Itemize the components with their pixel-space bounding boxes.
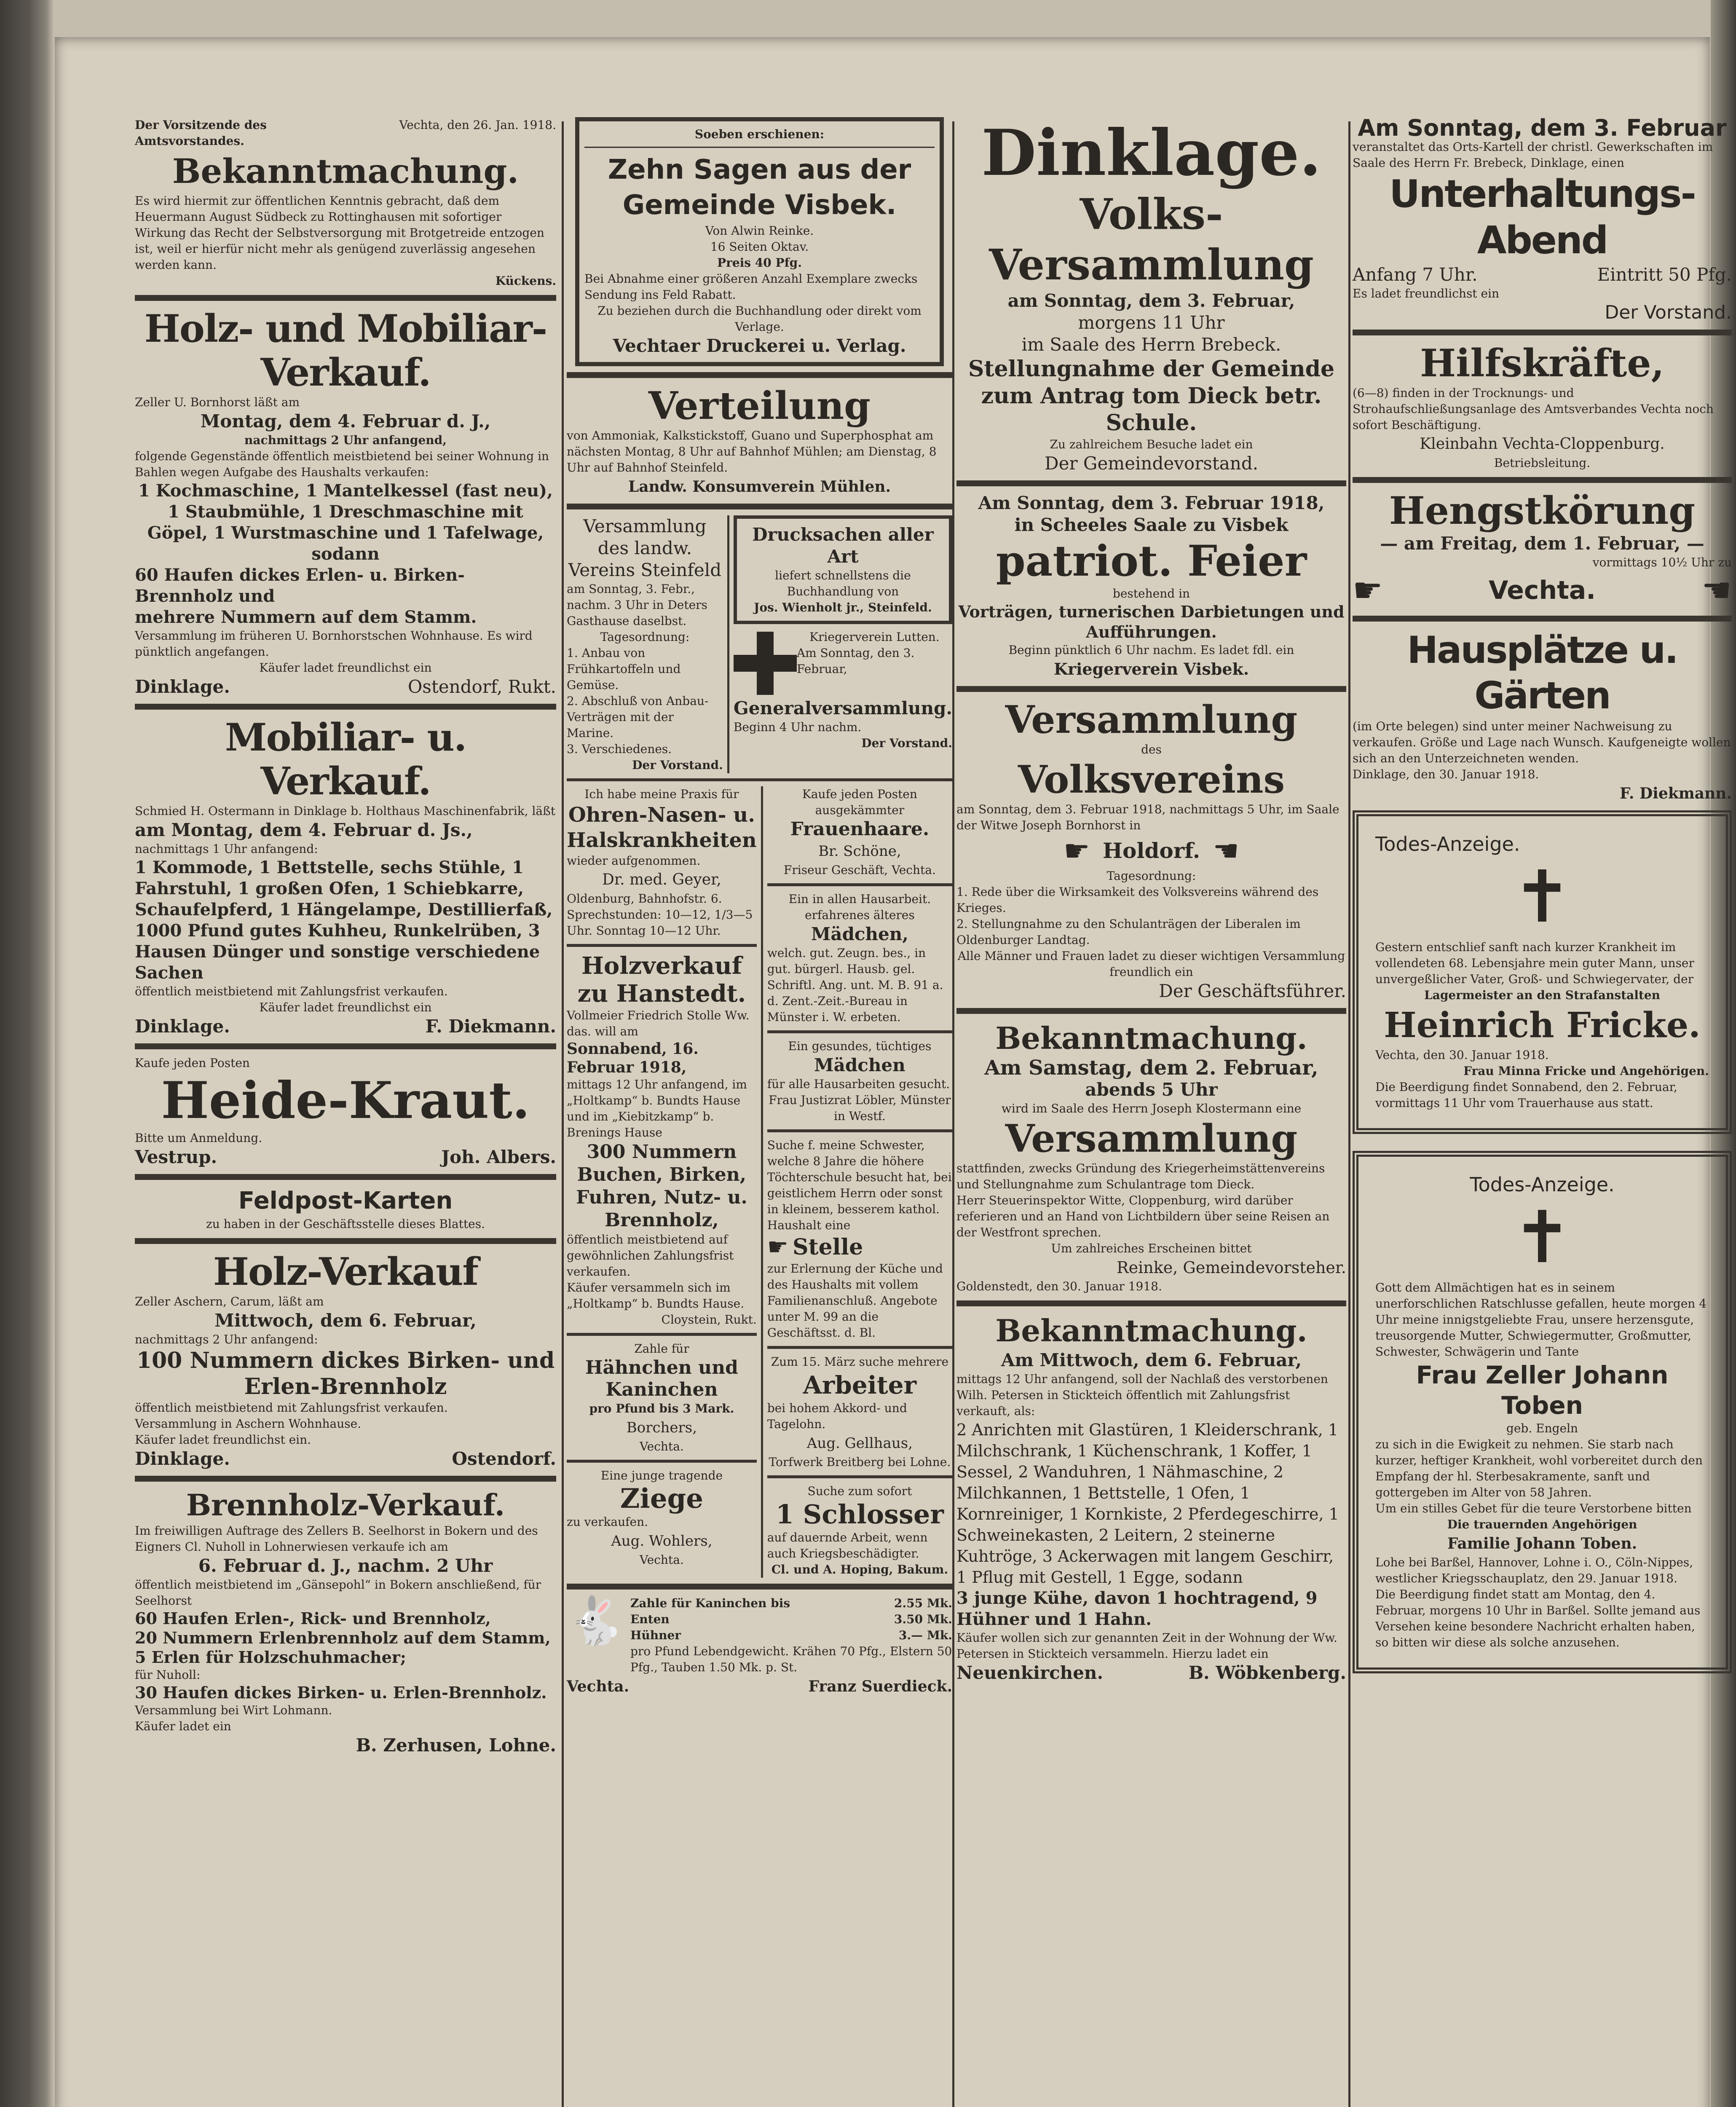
ad-text: am Sonntag, 3. Febr., nachm. 3 Uhr in Deters Gasthause daselbst.	[567, 582, 707, 628]
ad-address: Vechta.	[640, 1553, 684, 1567]
ad-time: nachmittags 1 Uhr anfangend:	[135, 842, 318, 856]
ad-signature: F. Diekmann.	[425, 1016, 556, 1037]
ad-title: Hengstkörung	[1389, 488, 1696, 533]
ad-text: Lagermeister an den Strafanstalten	[1424, 988, 1660, 1002]
ad-text: Zeller U. Bornhorst läßt am	[135, 395, 300, 409]
ad-place: Vechta.	[567, 1678, 630, 1695]
pointing-hand-icon: ☚	[1213, 834, 1239, 868]
ad-bekanntmachung	[135, 117, 556, 289]
ad-text: auf dauernde Arbeit, wenn auch Kriegsbeschädigter.	[767, 1531, 928, 1560]
ad-title: Todes-Anzeige.	[1470, 1173, 1615, 1196]
ad-items: 300 Nummern Buchen, Birken, Fuhren, Nutz- u. Brennholz,	[576, 1141, 747, 1231]
ad-text: 1. Rede über die Wirksamkeit des Volksvereins während des Krieges.	[956, 885, 1319, 915]
ad-haehnchen	[567, 1341, 757, 1455]
ad-text: öffentlich meistbietend mit Zahlungsfrist verkaufen.	[135, 1401, 448, 1415]
ad-text: Beginn pünktlich 6 Uhr nachm. Es ladet fdl. ein	[1008, 643, 1294, 657]
ad-text: von Ammoniak, Kalkstickstoff, Guano und Superphosphat am nächsten Montag, 8 Uhr auf Bahnhof Mühlen; am Dienstag, 8 Uhr auf Bahnhof Steinfeld.	[567, 429, 937, 474]
ad-dinklage-volksversammlung	[956, 117, 1346, 474]
ad-text: Im freiwilligen Auftrage des Zellers B. Seelhorst in Bokern und des Eigners Cl. Nuholl in Lohnerwiesen verkaufe ich am	[135, 1524, 538, 1554]
ad-text: veranstaltet das Orts-Kartell der christl. Gewerkschaften im Saale des Herrn Fr. Brebeck, Dinklage, einen	[1353, 140, 1713, 170]
ad-text: öffentlich meistbietend im „Gänsepohl“ in Bokern anschließend, für Seelhorst	[135, 1578, 541, 1608]
ad-title: Mobiliar- u. Verkauf.	[225, 715, 466, 804]
notice-date: Vechta, den 26. Jan. 1918.	[399, 118, 556, 132]
notice-authority: Der Vorsitzende des Amtsvorstandes.	[135, 118, 267, 148]
ad-stelle	[767, 1137, 952, 1341]
ad-date: Am Mittwoch, dem 6. Februar,	[1001, 1350, 1302, 1370]
ad-title: patriot. Feier	[996, 536, 1307, 586]
ad-title: 1 Schlosser	[775, 1499, 944, 1530]
ad-title: Stelle	[793, 1234, 863, 1260]
ad-items: 2 Anrichten mit Glastüren, 1 Kleiderschrank, 1 Milchschrank, 1 Küchenschrank, 1 Koffer, 1 Sessel, 2 Wanduhren, 1 Nähmaschine, 2 Milchkannen, 1 Bettstelle, 1 Ofen, 1 Kornreiniger, 1 Kornkiste, 2 Pferdegeschirre, 1 Schweinekasten, 2 Leitern, 2 steinerne Kuhtröge, 3 Ackerwagen mit langem Geschirr, 1 Pflug mit Gestell, 1 Egge, sodann	[956, 1421, 1339, 1587]
ad-title: Dinklage.	[981, 116, 1321, 190]
ads-row-1	[567, 515, 952, 773]
ad-date: Am Sonntag, dem 3. Februar	[1358, 115, 1727, 141]
ad-headline: Generalversammlung.	[733, 698, 952, 718]
ad-text: Versammlung bei Wirt Lohmann.	[135, 1703, 332, 1717]
ad-title: Holz- und Mobiliar-Verkauf.	[144, 306, 547, 395]
ad-title: Kriegerverein Lutten.	[809, 630, 940, 644]
ad-title: Arbeiter	[803, 1371, 917, 1399]
ad-text: Zahle für Kaninchen bis	[630, 1596, 790, 1610]
ad-text: Käufer ladet freundlichst ein	[259, 661, 432, 675]
ad-address: Vechta.	[640, 1440, 684, 1453]
ad-signature: Reinke, Gemeindevorsteher.	[1116, 1258, 1346, 1277]
ad-text: Gott dem Allmächtigen hat es in seinem unerforschlichen Ratschlusse gefallen, heute morgen 4 Uhr meine innigstgeliebte Frau, unsere herzensgute, treusorgende Mutter, Schwiegermutter, Großmutter, Schwester, Schwägerin und Tante	[1375, 1281, 1707, 1359]
column-rule	[562, 121, 564, 2107]
ad-text: 1. Anbau von Frühkartoffeln und Gemüse.	[567, 646, 681, 692]
ad-signature: Kleinbahn Vechta-Cloppenburg.	[1420, 435, 1665, 453]
ad-author: Von Alwin Reinke.	[705, 224, 814, 238]
ad-signature: Ostendorf.	[452, 1448, 556, 1469]
column-3	[956, 117, 1346, 1684]
ad-place: Vechta.	[1488, 575, 1596, 605]
ad-items: 20 Nummern Erlenbrennholz auf dem Stamm,	[135, 1628, 551, 1647]
notice-title: Bekanntmachung.	[172, 151, 519, 191]
ad-text: für Nuholl:	[135, 1668, 201, 1682]
ad-date: Mittwoch, dem 6. Februar,	[214, 1310, 477, 1331]
ad-zehn-sagen	[575, 117, 944, 366]
ad-title: Drucksachen aller Art	[752, 524, 934, 567]
ad-title: Frauenhaare.	[790, 818, 930, 840]
ad-text: Käufer ladet freundlichst ein	[259, 1000, 432, 1014]
ad-signature: Vechtaer Druckerei u. Verlag.	[613, 335, 906, 356]
ad-title: Feldpost-Karten	[238, 1187, 453, 1214]
iron-cross-icon	[734, 632, 797, 695]
ad-text: Tagesordnung:	[600, 630, 690, 644]
ad-text: bestehend in	[1112, 587, 1190, 600]
ad-headline: Versammlung	[1005, 1116, 1298, 1161]
ad-text: zur Erlernung der Küche und des Haushalts mit vollem Familienanschluß. Angebote unter M. 99 an die Geschäftsst. d. Bl.	[767, 1262, 943, 1340]
ad-title: Hähnchen und Kaninchen	[585, 1357, 738, 1400]
ad-date: Goldenstedt, den 30. Januar 1918.	[956, 1279, 1162, 1293]
ad-text: zu verkaufen.	[567, 1515, 648, 1529]
ad-bekanntmachung-goldenstedt	[956, 1020, 1346, 1295]
ad-text: mittags 12 Uhr anfangend, im „Holtkamp“ b. Bundts Hause und im „Kiebitzkamp“ b. Brenings Hause	[567, 1078, 747, 1139]
ad-hausplaetze	[1353, 627, 1732, 804]
ad-text: Am Sonntag, den 3. Februar,	[796, 646, 915, 676]
pointing-hand-icon: ☛	[1353, 571, 1383, 610]
ad-signature: Familie Johann Toben.	[1447, 1535, 1637, 1552]
ad-column-left	[567, 786, 763, 1578]
ad-signature: Franz Suerdieck.	[808, 1678, 952, 1695]
ad-signature: Kriegerverein Visbek.	[1053, 659, 1249, 678]
pointing-hand-icon: ☛	[767, 1233, 788, 1261]
ad-hilfskraefte	[1353, 341, 1732, 471]
ad-feldpost	[135, 1186, 556, 1232]
ad-title: Holzverkauf zu Hanstedt.	[577, 952, 746, 1008]
ad-text: Um zahlreiches Erscheinen bittet	[1051, 1241, 1252, 1255]
ad-heidekraut	[135, 1055, 556, 1168]
ad-text: Bei Abnahme einer größeren Anzahl Exemplare zwecks Sendung ins Feld Rabatt.	[584, 272, 918, 302]
ad-name: Borchers,	[626, 1419, 697, 1436]
ad-text: Alle Männer und Frauen ladet zu dieser wichtigen Versammlung freundlich ein	[957, 949, 1345, 979]
ad-name: Aug. Wohlers,	[611, 1533, 713, 1549]
ad-ziege	[567, 1468, 757, 1568]
ad-date: am Montag, dem 4. Februar d. Js.,	[135, 820, 473, 840]
ad-price: Eintritt 50 Pfg.	[1597, 264, 1732, 285]
ad-signature: Frau Justizrat Löbler, Münster in Westf.	[769, 1093, 951, 1123]
ad-topic: Stellungnahme der Gemeinde zum Antrag tom Dieck betr. Schule.	[968, 356, 1335, 436]
death-notice-toben	[1353, 1151, 1732, 1673]
ad-text: Käufer ladet ein	[135, 1719, 231, 1733]
ad-address: Oldenburg, Bahnhofstr. 6.	[567, 892, 722, 906]
ad-date: Montag, dem 4. Februar d. J.,	[200, 411, 491, 432]
ad-bekanntmachung-neuenkirchen	[956, 1312, 1346, 1684]
ad-title: Ohren-Nasen- u. Halskrankheiten	[567, 803, 757, 852]
ad-signature: F. Diekmann.	[1619, 785, 1732, 802]
ad-text: Bitte um Anmeldung.	[135, 1131, 263, 1145]
ad-title: Ziege	[620, 1483, 703, 1515]
ad-place: Holdorf.	[1102, 838, 1200, 863]
ad-text: Eine junge tragende	[600, 1469, 723, 1482]
ad-text: stattfinden, zwecks Gründung des Kriegerheimstättenvereins und Stellungnahme zum Schulantrage tom Dieck.	[956, 1161, 1325, 1191]
ad-title: Verteilung	[648, 383, 871, 428]
ad-verteilung	[567, 384, 952, 498]
ad-items: 60 Haufen dickes Erlen- u. Birken-Brennholz und	[135, 565, 465, 606]
deceased-name: Frau Zeller Johann Toben	[1416, 1361, 1669, 1420]
ad-items: 60 Haufen Erlen-, Rick- und Brennholz,	[135, 1609, 491, 1628]
ad-text: 16 Seiten Oktav.	[710, 240, 809, 254]
ad-signature: Ostendorf, Rukt.	[407, 676, 556, 697]
ad-text: Zu beziehen durch die Buchhandlung oder direkt vom Verlage.	[597, 304, 922, 334]
ad-name: Aug. Gellhaus,	[806, 1435, 913, 1452]
ad-text: Schmied H. Ostermann in Dinklage b. Holthaus Maschinenfabrik, läßt	[135, 804, 556, 818]
ad-text: öffentlich meistbietend mit Zahlungsfrist verkaufen.	[135, 984, 448, 998]
ad-text: zu sich in die Ewigkeit zu nehmen. Sie starb nach kurzer, heftiger Krankheit, wohl vorbereitet durch den Empfang der hl. Sterbesakramente, sanft und gottergeben im Alter von 58 Jahren.	[1375, 1437, 1703, 1499]
ad-place: Vestrup.	[135, 1147, 217, 1167]
ad-text: Zahle für	[634, 1342, 689, 1356]
ad-address: Friseur Geschäft, Vechta.	[783, 863, 936, 877]
ad-kriegerverein	[734, 629, 952, 697]
ad-text: Vollmeier Friedrich Stolle Ww. das. will am	[567, 1008, 750, 1038]
ad-text: Kaufe jeden Posten	[135, 1056, 250, 1070]
ad-kaninchen	[567, 1595, 952, 1675]
ad-time: abends 5 Uhr	[1085, 1079, 1218, 1100]
ad-text: 3. Verschiedenes.	[567, 742, 672, 756]
ad-text: pro Pfund bis 3 Mark.	[589, 1402, 734, 1415]
column-1	[135, 117, 556, 1756]
ad-price: 3.— Mk.	[898, 1628, 952, 1642]
ad-signature: Jos. Wienholt jr., Steinfeld.	[754, 600, 932, 614]
ad-mobiliar-verkauf	[135, 716, 556, 1037]
ad-text: folgende Gegenstände öffentlich meistbietend bei seiner Wohnung in Bahlen wegen Aufgabe des Haushalts verkaufen:	[135, 449, 549, 479]
ad-text: Käufer versammeln sich im „Holtkamp“ b. Bundts Hause.	[567, 1281, 745, 1311]
column-4	[1353, 117, 1732, 1673]
ad-signature: Der Vorstand.	[861, 736, 952, 750]
ad-text: Tagesordnung:	[1106, 869, 1196, 883]
column-rule	[952, 121, 954, 2107]
ad-text: Die Beerdigung findet Sonnabend, den 2. Februar, vormittags 11 Uhr vom Trauerhause aus statt.	[1375, 1080, 1677, 1110]
ad-column-right	[729, 515, 952, 773]
ad-text: (6—8) finden in der Trocknungs- und Strohaufschließungsanlage des Amtsverbandes Vechta noch sofort Beschäftigung.	[1353, 386, 1714, 432]
ad-place: in Scheeles Saale zu Visbek	[1014, 515, 1289, 535]
ad-place: Neuenkirchen.	[956, 1662, 1104, 1683]
ad-title: Mädchen	[814, 1055, 906, 1075]
ad-drucksachen	[734, 515, 952, 624]
ad-date: — am Freitag, dem 1. Februar, —	[1380, 533, 1704, 554]
ad-text: Zeller Aschern, Carum, läßt am	[135, 1295, 324, 1308]
ad-text: Die Beerdigung findet statt am Montag, den 4. Februar, morgens 10 Uhr in Barßel. Sollte jemand aus Versehen keine besondere Nachricht erhalten haben, so bitten wir diese als solche anzusehen.	[1375, 1587, 1701, 1649]
ad-text: 2. Abschluß von Anbau-Verträgen mit der Marine.	[567, 694, 709, 740]
ad-title: Versammlung des landw. Vereins Steinfeld	[568, 516, 722, 580]
ad-place: Dinklage.	[135, 1016, 230, 1037]
ad-title: Heide-Kraut.	[161, 1071, 530, 1130]
ad-text: Betriebsleitung.	[1494, 456, 1591, 470]
ad-text: Zum 15. März suche mehrere	[771, 1355, 949, 1369]
ad-items: 3 junge Kühe, davon 1 hochtragend, 9 Hühner und 1 Hahn.	[956, 1588, 1318, 1629]
ad-date: Sonnabend, 16. Februar 1918,	[567, 1040, 699, 1076]
ad-headline: Volksvereins	[1018, 757, 1285, 802]
ad-holz-verkauf	[135, 1250, 556, 1470]
ad-name: Br. Schöne,	[818, 843, 901, 860]
ad-signature: Landw. Konsumverein Mühlen.	[628, 478, 891, 496]
ad-place: Dinklage.	[135, 676, 230, 697]
ad-text: Herr Steuerinspektor Witte, Cloppenburg, wird darüber referieren und an Hand von Lichtbildern über seine Reisen an der Westfront sprechen.	[956, 1193, 1330, 1239]
ad-text: Soeben erschienen:	[694, 127, 825, 141]
deceased-name: Heinrich Fricke.	[1384, 1005, 1701, 1045]
ad-text: Es ladet freundlichst ein	[1353, 287, 1500, 300]
ad-time: nachmittags 2 Uhr anfangend,	[244, 433, 447, 447]
ad-text: Ein in allen Hausarbeit. erfahrenes älteres	[788, 892, 931, 922]
ad-date: am Sonntag, dem 3. Februar,	[1007, 290, 1295, 311]
ad-date: Am Samstag, dem 2. Februar,	[984, 1056, 1318, 1080]
ad-text: Um ein stilles Gebet für die teure Verstorbene bitten	[1375, 1501, 1692, 1515]
ad-signature: Der Geschäftsführer.	[1159, 981, 1346, 1001]
ad-text: Vorträgen, turnerischen Darbietungen und Aufführungen.	[958, 602, 1345, 641]
ad-text: geb. Engeln	[1506, 1421, 1578, 1435]
ad-title: Holz-Verkauf	[213, 1249, 478, 1294]
ad-date: Am Sonntag, dem 3. Februar 1918,	[978, 493, 1325, 513]
ad-text: Enten	[630, 1612, 670, 1626]
ad-maedchen-2	[767, 1038, 952, 1124]
ad-address: Torfwerk Breitberg bei Lohne.	[769, 1455, 951, 1469]
ad-time: nachmittags 2 Uhr anfangend:	[135, 1332, 318, 1346]
ad-time: morgens 11 Uhr	[1078, 312, 1225, 333]
ad-title: Brennholz-Verkauf.	[186, 1488, 505, 1523]
ad-time: vormittags 10½ Uhr zu	[1592, 555, 1732, 569]
ad-signature: Cl. und A. Hoping, Bakum.	[771, 1563, 948, 1576]
ad-items: 100 Nummern dickes Birken- und Erlen-Brennholz	[136, 1348, 555, 1399]
ad-items: 30 Haufen dickes Birken- u. Erlen-Brennholz.	[135, 1683, 547, 1702]
palm-cross-icon: ✝	[1512, 1196, 1573, 1279]
ad-text: wieder aufgenommen.	[567, 854, 701, 868]
ad-place: wird im Saale des Herrn Joseph Klostermann eine	[1001, 1102, 1302, 1115]
ad-text: Käufer ladet freundlichst ein.	[135, 1433, 311, 1447]
ad-text: Ich habe meine Praxis für	[584, 787, 739, 801]
ad-text: Hühner	[630, 1628, 681, 1642]
ad-place: Dinklage.	[135, 1448, 230, 1469]
ad-text: zu haben in der Geschäftsstelle dieses Blattes.	[206, 1217, 485, 1231]
ad-arzt	[567, 786, 757, 939]
ad-patriotische-feier	[956, 492, 1346, 680]
ad-title: Versammlung	[1005, 697, 1298, 742]
notice-signature: Kückens.	[495, 274, 556, 288]
ad-text: pro Pfund Lebendgewicht. Krähen 70 Pfg., Elstern 50 Pfg., Tauben 1.50 Mk. p. St.	[630, 1644, 952, 1674]
notice-body: Es wird hiermit zur öffentlichen Kenntnis gebracht, daß dem Heuermann August Südbeck zu Rottinghausen mit sofortiger Wirkung das Recht der Selbstversorgung mit Brotgetreide entzogen ist, weil er hierfür nicht mehr als genügend zuverlässig angesehen werden kann.	[135, 194, 544, 272]
ad-unterhaltungsabend	[1353, 117, 1732, 324]
ad-text: Versammlung im früheren U. Bornhorstschen Wohnhause. Es wird pünktlich angefangen.	[135, 629, 533, 659]
ad-signature: Der Gemeindevorstand.	[1044, 453, 1259, 474]
ad-text: Beginn 4 Uhr nachm.	[733, 720, 862, 734]
ad-text: 2. Stellungnahme zu den Schulanträgen der Liberalen im Oldenburger Landtag.	[956, 917, 1301, 947]
ad-signature: Der Vorstand.	[1605, 302, 1732, 323]
ad-text: am Sonntag, dem 3. Februar 1918, nachmittags 5 Uhr, im Saale der Witwe Joseph Bornhorst in	[956, 802, 1340, 832]
ad-place: im Saale des Herrn Brebeck.	[1021, 334, 1281, 355]
ad-maedchen-1	[767, 891, 952, 1025]
ad-arbeiter	[767, 1354, 952, 1470]
ad-signature: B. Zerhusen, Lohne.	[356, 1735, 556, 1756]
ad-items: 1 Kochmaschine, 1 Mantelkessel (fast neu), 1 Staubmühle, 1 Dreschmaschine mit Göpel, 1 Wurstmaschine und 1 Tafelwage, sodann	[138, 481, 553, 564]
ad-schlosser	[767, 1483, 952, 1578]
column-rule	[1348, 121, 1350, 2107]
ad-text: Kaufe jeden Posten ausgekämmter	[802, 787, 917, 817]
palm-cross-icon: ✝	[1512, 855, 1573, 939]
column-2	[567, 117, 952, 1697]
ad-items: mehrere Nummern auf dem Stamm.	[135, 607, 477, 627]
ad-title: Hausplätze u. Gärten	[1407, 628, 1677, 717]
ad-holz-mobiliar	[135, 307, 556, 698]
ad-title: Bekanntmachung.	[995, 1313, 1307, 1348]
ad-text: Käufer wollen sich zur genannten Zeit in der Wohnung der Ww. Petersen in Stickteich versammeln. Hierzu ladet ein	[956, 1631, 1337, 1661]
ad-text: Suche f. meine Schwester, welche 8 Jahre die höhere Töchterschule besucht hat, bei geistlichem Herrn oder sonst in kleinem, besserem kathol. Haushalt eine	[767, 1138, 952, 1232]
ad-date: 6. Februar d. J., nachm. 2 Uhr	[198, 1555, 493, 1576]
ad-text: Zu zahlreichem Besuche ladet ein	[1050, 437, 1253, 451]
death-notice-fricke	[1353, 810, 1732, 1134]
pointing-hand-icon: ☚	[1701, 571, 1732, 610]
ad-holzverkauf-hanstedt	[567, 952, 757, 1328]
ad-text: mittags 12 Uhr anfangend, soll der Nachlaß des verstorbenen Wilh. Petersen in Stickteich öffentlich mit Zahlungsfrist verkauft, als:	[956, 1372, 1328, 1418]
ad-volksverein	[956, 698, 1346, 1002]
ad-signature: Der Vorstand.	[632, 758, 723, 772]
ad-signature: Joh. Albers.	[441, 1147, 556, 1167]
ad-signature: Cloystein, Rukt.	[661, 1313, 757, 1327]
ad-headline: Volks-Versammlung	[989, 189, 1314, 290]
ad-title: Todes-Anzeige.	[1375, 833, 1520, 855]
ad-date: Dinklage, den 30. Januar 1918.	[1353, 767, 1539, 781]
ad-time: Anfang 7 Uhr.	[1353, 264, 1478, 285]
ad-text: Suche zum sofort	[807, 1484, 912, 1498]
ad-title: Hilfskräfte,	[1420, 341, 1664, 386]
ad-signature: Frau Minna Fricke und Angehörigen.	[1463, 1064, 1709, 1078]
newspaper-page	[55, 37, 1732, 2107]
ad-text: des	[1141, 743, 1162, 756]
ad-items: 1 Kommode, 1 Bettstelle, sechs Stühle, 1 Fahrstuhl, 1 großen Ofen, 1 Schiebkarre, Schaufelpferd, 1 Hängelampe, Destillierfaß, 1000 Pfund gutes Kuhheu, Runkelrüben, 3 Hausen Dünger und sonstige verschiedene Sachen	[135, 858, 553, 983]
ad-text: welch. gut. Zeugn. bes., in gut. bürgerl. Hausb. gel. Schriftl. Ang. unt. M. B. 91 a. d. Zent.-Zeit.-Bureau in Münster i. W. erbeten.	[767, 946, 943, 1024]
ad-date: Vechta, den 30. Januar 1918.	[1375, 1048, 1549, 1062]
ad-price: 3.50 Mk.	[894, 1612, 952, 1626]
ad-title: Unterhaltungs-Abend	[1389, 172, 1695, 263]
ad-text: (im Orte belegen) sind unter meiner Nachweisung zu verkaufen. Größe und Lage nach Wunsch. Kaufgeneigte wollen sich an den Unterzeichneten wenden.	[1353, 719, 1731, 765]
ad-text: Lohe bei Barßel, Hannover, Lohne i. O., Cöln-Nippes, westlicher Kriegsschauplatz, den 29. Januar 1918.	[1375, 1555, 1693, 1585]
ad-column-right	[763, 786, 952, 1578]
ad-text: Sprechstunden: 10—12, 1/3—5 Uhr. Sonntag 10—12 Uhr.	[567, 908, 753, 938]
ads-row-2	[567, 786, 952, 1578]
ad-frauenhaare	[767, 786, 952, 878]
ad-hengstkoerung	[1353, 489, 1732, 610]
pointing-hand-icon: ☛	[1064, 834, 1090, 868]
ad-text: für alle Hausarbeiten gesucht.	[767, 1077, 950, 1091]
ad-name: Dr. med. Geyer,	[602, 871, 721, 888]
ad-title: Mädchen,	[811, 924, 908, 944]
ad-title: Zehn Sagen aus der Gemeinde Visbek.	[608, 154, 911, 221]
ad-title: Bekanntmachung.	[995, 1020, 1307, 1056]
ad-text: bei hohem Akkord- und Tagelohn.	[767, 1401, 907, 1431]
ad-brennholz	[135, 1488, 556, 1756]
ad-text: Versammlung in Aschern Wohnhause.	[135, 1417, 362, 1431]
ad-price: Preis 40 Pfg.	[717, 256, 802, 270]
ad-text: Ein gesundes, tüchtiges	[788, 1039, 932, 1053]
ad-text: liefert schnellstens die Buchhandlung von	[775, 568, 911, 598]
ad-items: 5 Erlen für Holzschuhmacher;	[135, 1648, 406, 1667]
ad-price: 2.55 Mk.	[894, 1596, 952, 1610]
ad-text: öffentlich meistbietend auf gewöhnlichen Zahlungsfrist verkaufen.	[567, 1233, 734, 1279]
ad-text: Gestern entschlief sanft nach kurzer Krankheit im vollendeten 68. Lebensjahre mein guter Mann, unser unvergeßlicher Vater, Groß- und Schwiegervater, der	[1375, 940, 1694, 986]
ad-signature: B. Wöbkenberg.	[1188, 1662, 1346, 1683]
rabbit-icon: 🐇	[567, 1594, 624, 1648]
ad-signature: Die trauernden Angehörigen	[1447, 1517, 1637, 1531]
ad-versammlung-steinfeld	[567, 515, 729, 773]
